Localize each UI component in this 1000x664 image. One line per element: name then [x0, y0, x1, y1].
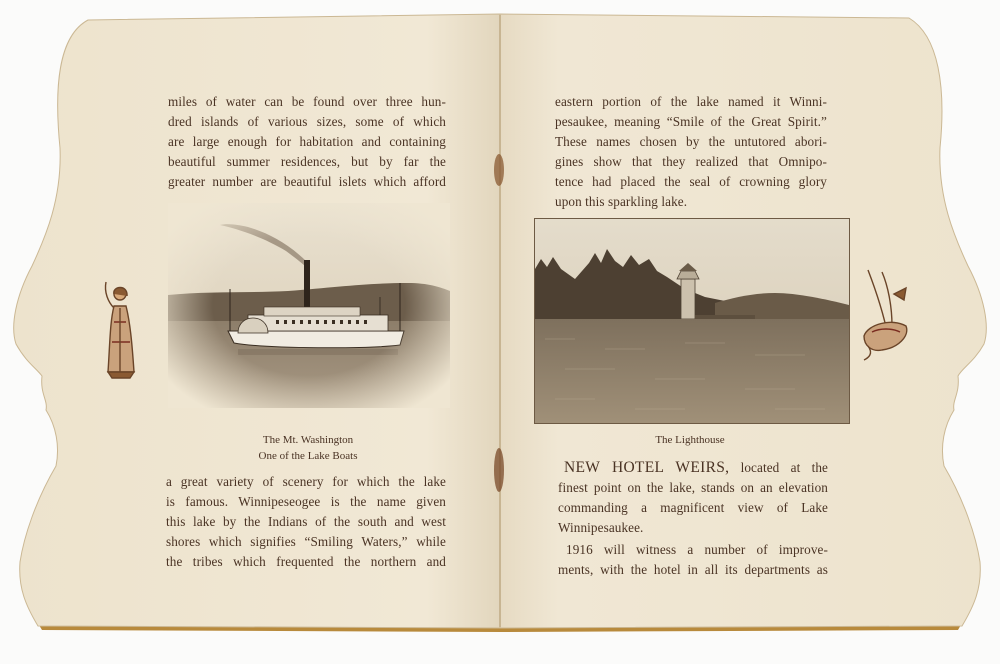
text-line: beautiful summer residences, but by far the	[168, 154, 446, 169]
text-line: pesaukee, meaning “Smile of the Great Spirit.”	[555, 114, 827, 129]
text-line: eastern portion of the lake named it Winni-	[555, 94, 827, 109]
text-line	[558, 458, 828, 478]
right-final-paragraph	[558, 540, 828, 580]
text-line: Winnipesaukee.	[558, 520, 644, 535]
text-line: ments, with the hotel in all its departments as	[558, 562, 828, 577]
text-line: a great variety of scenery for which the lake	[166, 474, 446, 489]
text-line: gines show that they realized that Omnipo-	[555, 154, 827, 169]
indian-maiden-icon	[100, 272, 142, 384]
staple-mark-bottom	[494, 448, 504, 492]
text-line: 1916 will witness a number of improve-	[566, 542, 828, 557]
text-line: tence had placed the seal of crowning glory	[555, 174, 827, 189]
text-line: miles of water can be found over three hun-	[168, 94, 446, 109]
text-line: upon this sparkling lake.	[555, 194, 688, 209]
text-line: commanding a magnificent view of Lake	[558, 500, 828, 515]
caption-line: One of the Lake Boats	[258, 450, 358, 462]
text-line: finest point on the lake, stands on an elevation	[558, 480, 828, 495]
hotel-name: NEW HOTEL WEIRS,	[564, 459, 730, 476]
text-line: dred islands of various sizes, some of which	[168, 114, 446, 129]
caption-line: The Lighthouse	[655, 434, 725, 446]
text-line: is famous. Winnipeseogee is the name given	[166, 494, 446, 509]
text-line: this lake by the Indians of the south and west	[166, 514, 446, 529]
lighthouse-photo	[534, 218, 850, 424]
lighthouse-caption	[590, 432, 790, 448]
text-line: These names chosen by the untutored abori-	[555, 134, 827, 149]
left-bottom-paragraph	[166, 472, 446, 572]
text-line: are large enough for habitation and containing	[168, 134, 446, 149]
steamboat-caption	[208, 432, 408, 464]
text-segment: located at the	[740, 460, 828, 475]
text-line: shores which signifies “Smiling Waters,” while	[166, 534, 446, 549]
staple-mark-top	[494, 154, 504, 186]
right-top-paragraph	[555, 92, 827, 212]
left-top-paragraph	[168, 92, 446, 192]
steamboat-photo	[168, 203, 450, 408]
caption-line: The Mt. Washington	[262, 434, 354, 446]
right-hotel-paragraph	[558, 458, 828, 538]
pipe-and-feathers-icon	[858, 266, 914, 362]
text-line: greater number are beautiful islets which afford	[168, 174, 446, 189]
text-line: the tribes which frequented the northern and	[166, 554, 446, 569]
